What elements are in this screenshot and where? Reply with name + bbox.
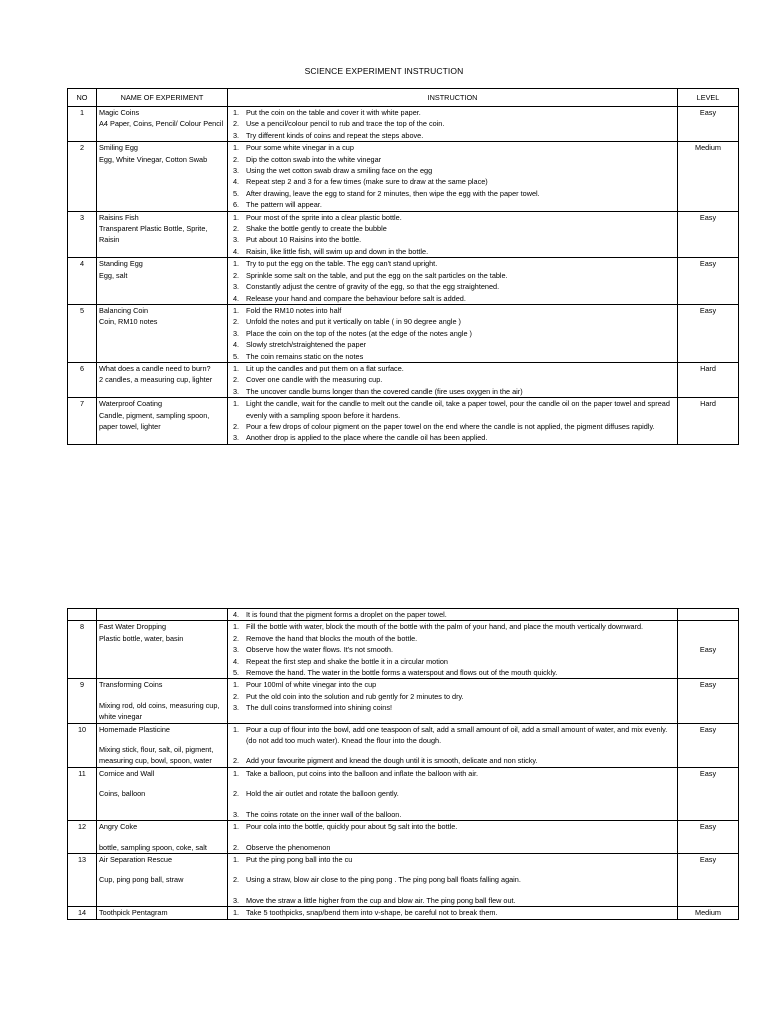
instruction-step (230, 621, 675, 632)
instruction-step (230, 374, 675, 385)
experiment-materials: Coins, balloon (99, 789, 146, 799)
step-number: 2. (233, 691, 240, 701)
level-cell (678, 609, 739, 621)
step-text: Put the ping pong ball into the cu (246, 854, 353, 864)
table-row (68, 258, 739, 305)
step-number: 4. (233, 246, 240, 256)
experiment-name-cell (97, 107, 228, 142)
step-number: 2. (233, 756, 240, 766)
experiment-name-cell (97, 258, 228, 305)
table-row (68, 107, 739, 142)
step-text: Observe how the water flows. It's not smooth. (246, 645, 393, 655)
level-cell: Medium (678, 142, 739, 211)
instruction-step (230, 234, 675, 245)
instruction-steps (230, 258, 675, 304)
experiment-materials: Mixing rod, old coins, measuring cup, white vinegar (99, 700, 220, 722)
instruction-steps (230, 305, 675, 362)
step-number: 1. (233, 908, 240, 918)
instruction-step (230, 270, 675, 281)
table-row (68, 362, 739, 397)
step-text: Sprinkle some salt on the table, and put the egg on the salt particles on the table. (246, 270, 508, 280)
experiment-materials: A4 Paper, Coins, Pencil/ Colour Pencil (99, 119, 224, 129)
step-number: 3. (233, 645, 240, 655)
row-number: 13 (68, 853, 97, 906)
step-number: 3. (233, 130, 240, 140)
step-number: 3. (233, 166, 240, 176)
header-name: NAME OF EXPERIMENT (97, 89, 228, 107)
level-cell: Hard (678, 398, 739, 445)
continuation-row (68, 609, 739, 621)
instruction-step (230, 305, 675, 316)
level-cell: Easy (678, 679, 739, 723)
instruction-step (230, 223, 675, 234)
level-cell: Easy (678, 107, 739, 142)
instruction-step (230, 165, 675, 176)
header-no: NO (68, 89, 97, 107)
step-text: Add your favourite pigment and knead the dough until it is smooth, delicate and non sticky. (246, 756, 538, 766)
instruction-cell (228, 679, 678, 723)
instruction-cell (228, 821, 678, 854)
step-text: Take a balloon, put coins into the balloon and inflate the balloon with air. (246, 768, 479, 778)
step-number: 2. (233, 875, 240, 885)
step-number: 3. (233, 386, 240, 396)
experiment-name-cell (97, 211, 228, 258)
instruction-step (230, 142, 675, 153)
instruction-step (230, 386, 675, 397)
experiment-name: Raisins Fish (99, 212, 139, 222)
table-row (68, 907, 739, 919)
step-number: 4. (233, 177, 240, 187)
instruction-steps (230, 768, 675, 820)
step-text: Put the coin on the table and cover it with white paper. (246, 108, 421, 117)
step-text: After drawing, leave the egg to stand for 2 minutes, then wipe the egg with the paper towel. (246, 188, 540, 198)
step-number: 6. (233, 200, 240, 210)
instruction-steps (230, 142, 675, 210)
table-row (68, 767, 739, 820)
table-header-row (68, 89, 739, 107)
step-text: Dip the cotton swab into the white vinegar (246, 154, 382, 164)
step-number: 2. (233, 154, 240, 164)
instruction-cell (228, 107, 678, 142)
instruction-step (230, 328, 675, 339)
instruction-steps (230, 724, 675, 767)
step-text: Unfold the notes and put it vertically on table ( in 90 degree angle ) (246, 317, 461, 327)
instruction-cell (228, 362, 678, 397)
experiment-name: Fast Water Dropping (99, 622, 167, 632)
instruction-step (230, 768, 675, 779)
row-number: 6 (68, 362, 97, 397)
experiment-name: Homemade Plasticine (99, 724, 170, 734)
level-cell: Easy (678, 853, 739, 906)
experiment-name-cell (97, 142, 228, 211)
experiment-name: What does a candle need to burn? (99, 363, 211, 373)
step-text: Put the old coin into the solution and rub gently for 2 minutes to dry. (246, 691, 464, 701)
step-text: The uncover candle burns longer than the covered candle (fire uses oxygen in the air) (246, 386, 523, 396)
instruction-step (230, 246, 675, 257)
instruction-cell (228, 853, 678, 906)
step-text: It is found that the pigment forms a droplet on the paper towel. (246, 610, 447, 619)
row-number (68, 609, 97, 621)
spacer (99, 833, 225, 842)
instruction-step (230, 421, 675, 432)
step-text: Pour a cup of flour into the bowl, add one teaspoon of salt, add a small amount of oil, add a small amount of water, and mix evenly.(do not add too much water). Knead the flour into the dough. (246, 724, 668, 746)
step-text: Take 5 toothpicks, snap/bend them into v-shape, be careful not to break them. (246, 908, 498, 918)
experiment-name-cell (97, 723, 228, 767)
step-text: Pour cola into the bottle, quickly pour about 5g salt into the bottle. (246, 822, 458, 832)
step-text: The coins rotate on the inner wall of the balloon. (246, 809, 402, 819)
row-number: 3 (68, 211, 97, 258)
step-text: Light the candle, wait for the candle to melt out the candle oil, take a paper towel, pour the candle oil on the paper towel and spread evenly with a sampling spoon before it hardens. (246, 399, 670, 420)
step-number: 2. (233, 421, 240, 431)
step-number: 1. (233, 108, 240, 117)
instruction-cell (228, 621, 678, 679)
step-number: 2. (233, 789, 240, 799)
instruction-steps (230, 907, 675, 918)
table-row (68, 398, 739, 445)
experiment-name: Balancing Coin (99, 305, 149, 315)
experiment-materials: Candle, pigment, sampling spoon, paper towel, lighter (99, 410, 210, 431)
instruction-steps (230, 107, 675, 141)
table-row (68, 821, 739, 854)
step-number: 3. (233, 235, 240, 245)
instruction-cell (228, 907, 678, 919)
experiment-name: Toothpick Pentagram (99, 908, 168, 918)
experiment-materials: Egg, White Vinegar, Cotton Swab (99, 154, 208, 164)
step-text: The coin remains static on the notes (246, 351, 364, 361)
step-number: 3. (233, 433, 240, 443)
step-number: 1. (233, 143, 240, 153)
step-text: Pour some white vinegar in a cup (246, 143, 354, 153)
step-number: 4. (233, 610, 240, 619)
instruction-step (230, 293, 675, 304)
step-number: 3. (233, 328, 240, 338)
experiment-table-page1 (67, 88, 739, 445)
instruction-step (230, 874, 675, 885)
step-number: 2. (233, 224, 240, 234)
experiment-materials: Plastic bottle, water, basin (99, 633, 184, 643)
instruction-step (230, 351, 675, 362)
experiment-name-cell (97, 853, 228, 906)
row-number: 4 (68, 258, 97, 305)
step-number: 3. (233, 895, 240, 905)
instruction-step (230, 809, 675, 820)
instruction-step (230, 130, 675, 141)
row-number: 14 (68, 907, 97, 919)
table-row (68, 211, 739, 258)
instruction-cell (228, 304, 678, 362)
instruction-step (230, 118, 675, 129)
step-number: 3. (233, 282, 240, 292)
instruction-steps (230, 398, 675, 444)
experiment-name: Smiling Egg (99, 143, 138, 153)
step-number: 2. (233, 270, 240, 280)
table-row (68, 304, 739, 362)
instruction-step (230, 281, 675, 292)
step-text: Slowly stretch/straightened the paper (246, 340, 367, 350)
instruction-step (230, 895, 675, 906)
instruction-step (230, 107, 675, 118)
table-row (68, 679, 739, 723)
step-number: 1. (233, 363, 240, 373)
instruction-cell (228, 258, 678, 305)
instruction-cell (228, 211, 678, 258)
step-number: 5. (233, 351, 240, 361)
spacer (99, 865, 225, 874)
level-cell: Easy (678, 304, 739, 362)
level-cell: Easy (678, 211, 739, 258)
experiment-name: Standing Egg (99, 259, 143, 269)
table-row (68, 723, 739, 767)
experiment-name-cell (97, 621, 228, 679)
instruction-step (230, 842, 675, 853)
instruction-step (230, 656, 675, 667)
step-number: 1. (233, 212, 240, 222)
instruction-step (230, 821, 675, 832)
experiment-name: Magic Coins (99, 108, 140, 117)
step-number: 1. (233, 259, 240, 269)
instruction-step (230, 339, 675, 350)
experiment-name: Transforming Coins (99, 680, 163, 690)
experiment-materials: Transparent Plastic Bottle, Sprite, Raisin (99, 224, 208, 245)
level-cell: Easy (678, 821, 739, 854)
step-number: 3. (233, 809, 240, 819)
step-text: Pour a few drops of colour pigment on the paper towel on the end where the candle is not applied, the pigment diffuses rapidly. (246, 421, 655, 431)
instruction-cell (228, 398, 678, 445)
experiment-name-cell (97, 767, 228, 820)
step-text: The dull coins transformed into shining coins! (246, 703, 393, 713)
instruction-steps (230, 212, 675, 258)
step-number: 4. (233, 293, 240, 303)
instruction-step (230, 907, 675, 918)
experiment-name: Waterproof Coating (99, 399, 162, 409)
step-text: Remove the hand that blocks the mouth of the bottle. (246, 633, 418, 643)
table-row (68, 142, 739, 211)
instruction-step (230, 609, 675, 620)
spacer (99, 779, 225, 788)
experiment-materials: Cup, ping pong ball, straw (99, 875, 184, 885)
instruction-steps (230, 363, 675, 397)
step-number: 1. (233, 724, 240, 734)
spacer (99, 691, 225, 700)
instruction-step (230, 176, 675, 187)
step-number: 2. (233, 317, 240, 327)
experiment-materials: bottle, sampling spoon, coke, salt (99, 842, 207, 852)
instruction-step (230, 154, 675, 165)
experiment-name: Cornice and Wall (99, 768, 155, 778)
instruction-step (230, 667, 675, 678)
row-number: 7 (68, 398, 97, 445)
instruction-cell (228, 767, 678, 820)
step-text: Cover one candle with the measuring cup. (246, 375, 383, 385)
row-number: 9 (68, 679, 97, 723)
step-text: Try to put the egg on the table. The egg can't stand upright. (246, 259, 438, 269)
experiment-name: Air Separation Rescue (99, 854, 173, 864)
level-cell: Easy (678, 621, 739, 679)
step-number: 1. (233, 399, 240, 409)
instruction-step (230, 691, 675, 702)
instruction-step (230, 258, 675, 269)
row-number: 5 (68, 304, 97, 362)
row-number: 2 (68, 142, 97, 211)
experiment-name-cell (97, 362, 228, 397)
instruction-step (230, 788, 675, 799)
instruction-cell (228, 142, 678, 211)
instruction-step (230, 633, 675, 644)
instruction-step (230, 724, 675, 747)
row-number: 8 (68, 621, 97, 679)
step-text: Using the wet cotton swab draw a smiling face on the egg (246, 166, 433, 176)
instruction-step (230, 316, 675, 327)
instruction-step (230, 702, 675, 713)
step-number: 2. (233, 842, 240, 852)
step-number: 1. (233, 680, 240, 690)
step-text: Observe the phenomenon (246, 842, 331, 852)
step-text: Pour 100ml of white vinegar into the cup (246, 680, 377, 690)
step-number: 1. (233, 622, 240, 632)
instruction-step (230, 212, 675, 223)
instruction-cell (228, 609, 678, 621)
instruction-steps (230, 821, 675, 853)
step-number: 2. (233, 119, 240, 129)
experiment-name-cell (97, 907, 228, 919)
experiment-materials: 2 candles, a measuring cup, lighter (99, 375, 213, 385)
step-text: Release your hand and compare the behaviour before salt is added. (246, 293, 466, 303)
experiment-materials: Mixing stick, flour, salt, oil, pigment, measuring cup, bowl, spoon, water (99, 745, 214, 766)
instruction-step (230, 644, 675, 655)
document-title: SCIENCE EXPERIMENT INSTRUCTION (304, 66, 464, 76)
instruction-cell (228, 723, 678, 767)
instruction-step (230, 188, 675, 199)
row-number: 12 (68, 821, 97, 854)
step-number: 4. (233, 656, 240, 666)
step-text: Hold the air outlet and rotate the balloon gently. (246, 789, 399, 799)
experiment-materials: Coin, RM10 notes (99, 317, 158, 327)
row-number: 1 (68, 107, 97, 142)
step-text: Move the straw a little higher from the cup and blow air. The ping pong ball flew out. (246, 895, 516, 905)
instruction-steps (230, 679, 675, 713)
experiment-name-cell (97, 679, 228, 723)
step-text: Repeat the first step and shake the bottle it in a circular motion (246, 656, 448, 666)
step-text: Try different kinds of coins and repeat the steps above. (246, 130, 424, 140)
step-number: 1. (233, 768, 240, 778)
experiment-table-page2 (67, 608, 739, 920)
step-text: Remove the hand. The water in the bottle forms a waterspout and flows out of the mouth quickly. (246, 668, 558, 678)
step-text: Fill the bottle with water, block the mouth of the bottle with the palm of your hand, and place the mouth vertically downward. (246, 622, 644, 632)
instruction-step (230, 755, 675, 766)
step-number: 2. (233, 633, 240, 643)
experiment-name-cell (97, 609, 228, 621)
level-cell: Hard (678, 362, 739, 397)
experiment-name-cell (97, 398, 228, 445)
level-cell: Easy (678, 767, 739, 820)
row-number: 10 (68, 723, 97, 767)
experiment-name: Angry Coke (99, 822, 138, 832)
step-number: 1. (233, 305, 240, 315)
step-text: Put about 10 Raisins into the bottle. (246, 235, 362, 245)
step-text: Constantly adjust the centre of gravity of the egg, so that the egg straightened. (246, 282, 500, 292)
step-number: 1. (233, 822, 240, 832)
experiment-materials: Egg, salt (99, 270, 128, 280)
instruction-steps (230, 621, 675, 678)
step-number: 5. (233, 188, 240, 198)
spacer (99, 735, 225, 744)
step-text: Using a straw, blow air close to the ping pong . The ping pong ball floats falling again. (246, 875, 521, 885)
header-level: LEVEL (678, 89, 739, 107)
instruction-step (230, 432, 675, 443)
step-text: Use a pencil/colour pencil to rub and trace the top of the coin. (246, 119, 445, 129)
row-number: 11 (68, 767, 97, 820)
level-cell: Easy (678, 258, 739, 305)
table-row (68, 853, 739, 906)
step-text: Repeat step 2 and 3 for a few times (make sure to draw at the same place) (246, 177, 488, 187)
step-text: Raisin, like little fish, will swim up and down in the bottle. (246, 246, 429, 256)
experiment-name-cell (97, 304, 228, 362)
step-number: 5. (233, 668, 240, 678)
step-text: Lit up the candles and put them on a flat surface. (246, 363, 404, 373)
instruction-step (230, 398, 675, 421)
step-number: 2. (233, 375, 240, 385)
step-number: 3. (233, 703, 240, 713)
step-number: 1. (233, 854, 240, 864)
step-text: The pattern will appear. (246, 200, 322, 210)
step-text: Another drop is applied to the place where the candle oil has been applied. (246, 433, 488, 443)
level-cell: Easy (678, 723, 739, 767)
instruction-step (230, 854, 675, 865)
experiment-name-cell (97, 821, 228, 854)
step-text: Shake the bottle gently to create the bubble (246, 224, 387, 234)
level-cell: Medium (678, 907, 739, 919)
instruction-step (230, 363, 675, 374)
step-text: Place the coin on the top of the notes (at the edge of the notes angle ) (246, 328, 472, 338)
header-instruction: INSTRUCTION (228, 89, 678, 107)
instruction-steps (230, 854, 675, 906)
step-text: Fold the RM10 notes into half (246, 305, 342, 315)
instruction-step (230, 679, 675, 690)
step-text: Pour most of the sprite into a clear plastic bottle. (246, 212, 402, 222)
instruction-step (230, 199, 675, 210)
step-number: 4. (233, 340, 240, 350)
table-row (68, 621, 739, 679)
